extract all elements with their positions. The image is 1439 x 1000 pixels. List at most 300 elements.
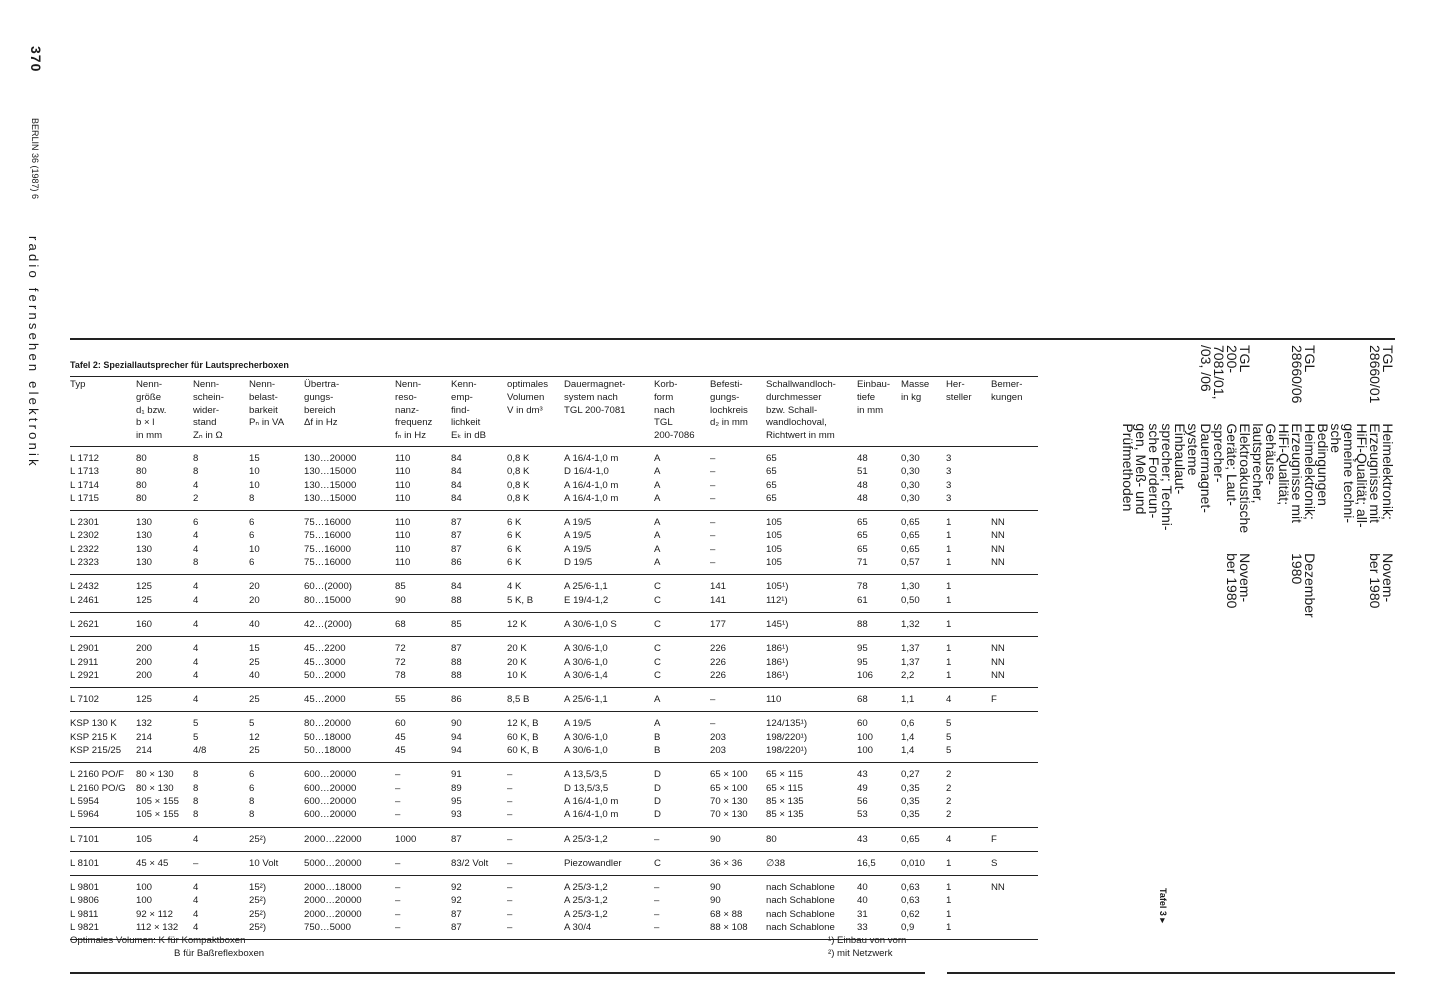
table-cell: 3: [946, 452, 952, 464]
standard-cell: Einbaulaut- sprecher; Techni- sche Forderun- gen, Meß- und Prüfmethoden: [1120, 423, 1188, 531]
table-cell: A: [654, 452, 661, 464]
table-cell: L 9801: [70, 882, 99, 894]
table-cell: 84: [451, 452, 462, 464]
table-cell: 8: [193, 769, 199, 781]
table-cell: A 16/4-1,0 m: [564, 808, 654, 827]
table-cell: 68: [395, 612, 451, 636]
table-cell: L 2432: [70, 581, 99, 593]
table-cell: 4: [193, 581, 199, 593]
table-cell: 80: [136, 479, 147, 491]
row-group: [70, 827, 1038, 851]
table-cell: 60: [395, 718, 406, 730]
table-cell: 125: [136, 688, 193, 712]
table-cell: 87: [451, 921, 507, 940]
table-cell: 2: [946, 808, 991, 827]
table-cell: 145¹): [766, 612, 857, 636]
table-cell: 5: [249, 718, 255, 730]
table-cell: 0,63: [901, 882, 920, 894]
table-cell: L 9806: [70, 895, 99, 907]
table-cell: A 25/3-1,2: [564, 908, 608, 920]
table-cell: 20 K: [507, 643, 527, 655]
table-cell: 130…15000: [304, 466, 357, 478]
table-cell: 600…20000: [304, 808, 395, 827]
table-cell: 8,5 B: [507, 688, 564, 712]
table-cell: KSP 130 K: [70, 718, 117, 730]
table-cell: A 25/3-1,2: [564, 895, 608, 907]
table-cell: 214: [136, 744, 193, 763]
table-cell: 10: [249, 479, 260, 491]
table-cell: –: [710, 688, 766, 712]
table-row: [70, 446, 1038, 465]
table-cell: 5: [193, 718, 199, 730]
table-cell: 94: [451, 731, 462, 743]
table-cell: 95: [857, 656, 868, 668]
table-cell: 90: [395, 594, 451, 613]
table-cell: [991, 744, 1038, 763]
row-group: [70, 575, 1038, 613]
table-cell: [991, 894, 1038, 907]
table-cell: 10: [249, 466, 260, 478]
table-cell: –: [654, 921, 710, 940]
table-cell: 65: [766, 452, 777, 464]
table-cell: NN: [991, 643, 1005, 655]
standard-cell: TGL 200-7081/01, /03, /06: [1198, 345, 1253, 400]
issue-label: BERLIN 36 (1987) 6: [30, 118, 40, 200]
table-cell: [991, 795, 1038, 808]
table-cell: 130…20000: [304, 452, 357, 464]
table-cell: 141: [710, 581, 727, 593]
table-cell: B: [654, 731, 661, 743]
table-cell: –: [710, 718, 716, 730]
table-cell: 750…5000: [304, 921, 395, 940]
table-cell: 1,30: [901, 581, 920, 593]
table-cell: L 1713: [70, 466, 99, 478]
table-cell: 88: [451, 594, 507, 613]
table-cell: 8: [193, 795, 199, 807]
table-cell: 95: [451, 795, 462, 807]
table-cell: 0,65: [901, 827, 946, 851]
table-cell: 0,8 K: [507, 466, 530, 478]
table-cell: A 16/4-1,0 m: [564, 492, 654, 511]
table-cell: –: [395, 882, 401, 894]
table-cell: A: [654, 556, 710, 575]
table-cell: L 9821: [70, 921, 136, 940]
table-cell: 6: [249, 769, 255, 781]
table-cell: 226: [710, 669, 766, 688]
table-row: [70, 492, 1038, 511]
table-cell: 25²): [249, 921, 304, 940]
table-cell: 8: [249, 492, 304, 511]
table-cell: –: [710, 543, 716, 555]
table-cell: 43: [857, 769, 868, 781]
table-cell: –: [395, 769, 401, 781]
table-cell: 2000…18000: [304, 882, 362, 894]
table-cell: 45…2000: [304, 688, 395, 712]
table-cell: 8: [249, 808, 304, 827]
table-cell: [991, 808, 1038, 827]
table-cell: L 2921: [70, 669, 136, 688]
table-cell: 45: [395, 744, 451, 763]
bottom-rule-right: [947, 972, 1395, 974]
table-cell: 12: [249, 731, 260, 743]
standard-cell: TGL 28660/01: [1367, 345, 1396, 404]
table-row: [70, 465, 1038, 478]
table-cell: 198/220¹): [766, 731, 808, 743]
table-cell: 40: [857, 895, 868, 907]
table-cell: 72: [395, 656, 406, 668]
table-cell: 125: [136, 594, 193, 613]
table-cell: 6 K: [507, 517, 522, 529]
table-cell: 6 K: [507, 530, 522, 542]
table-cell: L 9811: [70, 908, 99, 920]
table-cell: 80: [136, 492, 193, 511]
table-cell: 100: [857, 731, 874, 743]
table-cell: 4: [193, 882, 199, 894]
table-cell: A 25/3-1,2: [564, 882, 608, 894]
table-cell: 80: [136, 452, 147, 464]
table-cell: 1: [946, 612, 991, 636]
table-row: [70, 712, 1038, 731]
table-cell: –: [395, 851, 451, 875]
table-cell: [991, 465, 1038, 478]
table-cell: 80 × 130: [136, 769, 174, 781]
footnote-1: ¹) Einbau von vorn: [828, 935, 907, 946]
table-cell: 90: [710, 827, 766, 851]
table-cell: 0,65: [901, 517, 920, 529]
table-cell: –: [507, 782, 513, 794]
table-cell: 60 K, B: [507, 744, 564, 763]
table-cell: NN: [991, 882, 1005, 894]
table-cell: 25²): [249, 908, 267, 920]
table-cell: D: [654, 808, 710, 827]
table-cell: 90: [451, 718, 462, 730]
table-cell: 1000: [395, 827, 451, 851]
table-cell: 36 × 36: [710, 851, 766, 875]
table-cell: 0,8 K: [507, 479, 530, 491]
table-row: [70, 669, 1038, 688]
table-cell: 15: [249, 452, 260, 464]
standard-cell: Novem- ber 1980: [1224, 553, 1253, 609]
table-cell: A 25/6-1,1: [564, 688, 654, 712]
table-cell: C: [654, 594, 710, 613]
table-cell: 106: [857, 669, 901, 688]
table-cell: 2: [946, 782, 952, 794]
table-row: [70, 479, 1038, 492]
table-row: [70, 894, 1038, 907]
table-cell: KSP 215/25: [70, 744, 136, 763]
row-group: [70, 511, 1038, 575]
table-cell: 130…15000: [304, 492, 395, 511]
table-cell: –: [654, 895, 660, 907]
table-cell: 60 K, B: [507, 731, 539, 743]
table-cell: A 19/5: [564, 517, 592, 529]
table-row: [70, 637, 1038, 656]
table-cell: L 2901: [70, 643, 99, 655]
standard-cell: Dezember 1980: [1289, 553, 1318, 618]
table-cell: 1: [946, 882, 952, 894]
volume-note-2: B für Baßreflexboxen: [174, 948, 265, 959]
table-cell: 8: [193, 466, 199, 478]
table-cell: 68: [857, 688, 901, 712]
table-cell: 80…15000: [304, 594, 395, 613]
table-cell: –: [654, 908, 660, 920]
table-cell: 6: [249, 517, 255, 529]
table-cell: A 13,5/3,5: [564, 769, 608, 781]
table-cell: 90: [710, 882, 721, 894]
table-cell: 85 × 135: [766, 795, 804, 807]
table-cell: 25²): [249, 827, 304, 851]
table-cell: L 2621: [70, 612, 136, 636]
table-cell: [991, 782, 1038, 795]
column-header: Übertra- gungs- bereich Δf in Hz: [304, 377, 395, 447]
row-group: [70, 876, 1038, 940]
table-cell: 214: [136, 731, 153, 743]
table-cell: 0,9: [901, 921, 946, 940]
table-cell: 50…18000: [304, 744, 395, 763]
table-cell: 3: [946, 492, 991, 511]
standard-row: [1316, 345, 1394, 638]
table-cell: 45…2200: [304, 643, 346, 655]
table-cell: 60: [857, 718, 868, 730]
table-cell: nach Schablone: [766, 921, 857, 940]
table-cell: 5: [946, 744, 991, 763]
table-cell: L 2160 PO/G: [70, 782, 126, 794]
table-cell: 40: [249, 612, 304, 636]
table-cell: ∅38: [766, 851, 857, 875]
table-cell: 0,35: [901, 795, 920, 807]
table-cell: 0,35: [901, 782, 920, 794]
table-cell: 125: [136, 581, 153, 593]
table-cell: 1: [946, 921, 991, 940]
standard-cell: Novem- ber 1980: [1367, 553, 1396, 609]
standard-cell: Heimelektronik; Erzeugnisse mit HiFi-Qualität; all- gemeine techni- sche Bedingungen: [1315, 423, 1396, 528]
table-cell: L 7102: [70, 688, 136, 712]
table-cell: [991, 446, 1038, 465]
row-group: [70, 763, 1038, 827]
table-cell: 0,65: [901, 543, 920, 555]
column-header: Nenn- größe d₁ bzw. b × l in mm: [136, 377, 193, 447]
column-header: Kenn- emp- find- lichkeit Eₖ in dB: [451, 377, 507, 447]
table-cell: 10: [249, 543, 260, 555]
table-cell: 87: [451, 543, 462, 555]
table-cell: 0,62: [901, 908, 920, 920]
table-cell: 110: [395, 530, 411, 542]
table-cell: 87: [451, 827, 507, 851]
speaker-table: [70, 376, 1038, 940]
table-cell: 83/2 Volt: [451, 851, 507, 875]
table-cell: nach Schablone: [766, 895, 835, 907]
table-cell: A: [654, 466, 661, 478]
table-cell: NN: [991, 543, 1005, 555]
table-cell: 25: [249, 656, 260, 668]
table-cell: F: [991, 688, 1038, 712]
table-cell: 1: [946, 895, 952, 907]
table-cell: 78: [857, 581, 868, 593]
table-cell: 53: [857, 808, 901, 827]
column-header: Typ: [70, 377, 136, 447]
table-cell: 226: [710, 643, 727, 655]
table-row: [70, 808, 1038, 827]
table-cell: 80…20000: [304, 718, 351, 730]
table-cell: A 25/6-1,1: [564, 581, 608, 593]
table-row: [70, 543, 1038, 556]
table-cell: 84: [451, 466, 462, 478]
table-cell: 75…16000: [304, 517, 351, 529]
table-cell: 60…(2000): [304, 581, 352, 593]
table-cell: 0,57: [901, 556, 946, 575]
table-cell: A: [654, 479, 661, 491]
table-cell: –: [395, 808, 451, 827]
column-header: Nenn- belast- barkeit Pₙ in VA: [249, 377, 304, 447]
table-cell: 4: [193, 530, 199, 542]
table-cell: 15²): [249, 882, 267, 894]
table-cell: 45: [395, 731, 406, 743]
table-row: [70, 575, 1038, 594]
table-cell: A: [654, 543, 661, 555]
table-cell: L 2911: [70, 656, 99, 668]
table-cell: nach Schablone: [766, 908, 835, 920]
table-cell: 88: [857, 612, 901, 636]
table-cell: 65: [766, 466, 777, 478]
table-cell: 2: [946, 769, 952, 781]
table-cell: 112¹): [766, 594, 857, 613]
table-cell: 5000…20000: [304, 851, 395, 875]
table-cell: 110: [395, 479, 411, 491]
standard-cell: Heimelektronik; Erzeugnisse mit HiFi-Qualität; Gehäuse- lautsprecher,: [1250, 423, 1318, 523]
table-cell: 5: [946, 718, 952, 730]
table-cell: 71: [857, 556, 901, 575]
standard-cell: [1121, 553, 1186, 638]
table-cell: 31: [857, 908, 868, 920]
table-cell: 8: [193, 808, 249, 827]
table-cell: 1: [946, 851, 991, 875]
table-cell: 0,27: [901, 769, 920, 781]
table-cell: 1: [946, 908, 952, 920]
table-cell: 65: [766, 479, 777, 491]
table-cell: 1: [946, 556, 991, 575]
table-cell: 1,37: [901, 643, 920, 655]
table-cell: L 2322: [70, 543, 99, 555]
table-cell: C: [654, 656, 661, 668]
table-cell: 87: [451, 643, 462, 655]
column-header: Schallwandloch- durchmesser bzw. Schall- wandlochoval, Richtwert in mm: [766, 377, 857, 447]
table-row: [70, 556, 1038, 575]
table-cell: 1: [946, 530, 952, 542]
table-cell: –: [507, 921, 564, 940]
table-row: [70, 731, 1038, 744]
table-cell: 15: [249, 643, 260, 655]
table-cell: 85 × 135: [766, 808, 857, 827]
table-cell: 84: [451, 581, 462, 593]
table-cell: 42…(2000): [304, 612, 395, 636]
table-row: [70, 782, 1038, 795]
table-cell: 75…16000: [304, 556, 395, 575]
table-cell: 105 × 155: [136, 795, 179, 807]
table-cell: 48: [857, 452, 868, 464]
table-cell: S: [991, 851, 1038, 875]
table-cell: 95: [857, 643, 868, 655]
table-cell: –: [710, 466, 716, 478]
table-cell: 8: [249, 795, 255, 807]
table-row: [70, 908, 1038, 921]
volume-note: Optimales Volumen: K für Kompaktboxen: [70, 935, 246, 946]
table-cell: NN: [991, 517, 1005, 529]
table-cell: 130: [136, 543, 153, 555]
table-cell: 65: [857, 517, 868, 529]
table-cell: 70 × 130: [710, 808, 766, 827]
row-group: [70, 446, 1038, 510]
table-cell: –: [507, 808, 564, 827]
table-cell: NN: [991, 669, 1038, 688]
table-cell: L 2160 PO/F: [70, 769, 125, 781]
table-cell: 6: [193, 517, 199, 529]
table-cell: 0,63: [901, 895, 920, 907]
table-cell: A 30/6-1,0: [564, 656, 608, 668]
table-cell: 87: [451, 530, 462, 542]
table-cell: 3: [946, 479, 952, 491]
table-cell: L 5954: [70, 795, 99, 807]
table-cell: A 16/4-1,0 m: [564, 479, 619, 491]
table-cell: 4: [193, 612, 249, 636]
table-cell: 3: [946, 466, 952, 478]
table-cell: 85: [451, 612, 507, 636]
magazine-title: radio fernsehen elektronik: [26, 236, 41, 469]
table-cell: 186¹): [766, 656, 789, 668]
table-cell: D: [654, 769, 661, 781]
table-cell: D 19/5: [564, 556, 654, 575]
table-cell: 4: [193, 656, 199, 668]
table-cell: 5 K, B: [507, 594, 564, 613]
table-cell: 100: [857, 744, 901, 763]
table-cell: 1,1: [901, 688, 946, 712]
table-cell: 78: [395, 669, 451, 688]
table-title: Tafel 2: Speziallautsprecher für Lautsprecherboxen: [70, 360, 289, 370]
table-cell: 10 K: [507, 669, 564, 688]
table-cell: NN: [991, 530, 1005, 542]
column-header: Dauermagnet- system nach TGL 200-7081: [564, 377, 654, 447]
table-cell: A 16/4-1,0 m: [564, 795, 619, 807]
table-cell: L 7101: [70, 827, 136, 851]
table-cell: 25: [249, 744, 304, 763]
table-cell: –: [654, 882, 660, 894]
table-cell: A 25/3-1,2: [564, 827, 654, 851]
table-cell: 130…15000: [304, 479, 357, 491]
table-cell: 110: [395, 492, 451, 511]
table-cell: D 13,5/3,5: [564, 782, 609, 794]
table-cell: B: [654, 744, 710, 763]
table-cell: 0,30: [901, 452, 920, 464]
table-cell: 1: [946, 594, 991, 613]
row-group: [70, 851, 1038, 875]
table-row: [70, 827, 1038, 851]
table-cell: D: [654, 795, 661, 807]
table-cell: L 2323: [70, 556, 136, 575]
table-row: [70, 612, 1038, 636]
table-cell: C: [654, 643, 661, 655]
table-cell: A 19/5: [564, 543, 592, 555]
table-cell: 12 K, B: [507, 718, 539, 730]
table-cell: –: [395, 795, 401, 807]
table-cell: 6: [249, 530, 255, 542]
table-cell: KSP 215 K: [70, 731, 117, 743]
table-cell: –: [507, 895, 513, 907]
table-cell: A 30/6-1,4: [564, 669, 654, 688]
table-cell: 4: [193, 643, 199, 655]
column-header: Nenn- reso- nanz- frequenz fₙ in Hz: [395, 377, 451, 447]
table-cell: 4: [193, 479, 199, 491]
table-cell: 10 Volt: [249, 851, 304, 875]
table-cell: 4: [193, 921, 249, 940]
